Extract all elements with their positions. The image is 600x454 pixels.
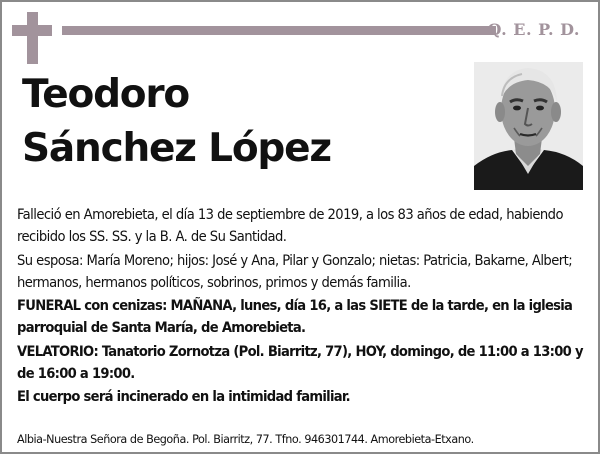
header-band — [62, 26, 496, 35]
obituary-text — [17, 204, 589, 410]
cross-icon — [27, 12, 38, 64]
deceased-name — [22, 68, 331, 176]
cremation-note: El cuerpo será incinerado en la intimidad familiar. — [17, 388, 350, 405]
qepd-label: Q. E. P. D. — [487, 20, 580, 39]
funeral-home-footer: Albia-Nuestra Señora de Begoña. Pol. Biarritz, 77. Tfno. 946301744. Amorebieta-Etxano. — [17, 433, 474, 446]
surnames: Sánchez López — [22, 126, 331, 171]
portrait-illustration — [474, 62, 583, 190]
first-name: Teodoro — [22, 72, 190, 117]
cross-icon-bar — [12, 25, 52, 36]
family-members: Su esposa: María Moreno; hijos: José y Ana, Pilar y Gonzalo; nietas: Patricia, Bakarne, Albert; hermanos, hermanos políticos, sobrinos, primos y demás familia. — [17, 251, 573, 291]
death-notice: Falleció en Amorebieta, el día 13 de septiembre de 2019, a los 83 años de edad, habiendo recibido los SS. SS. y la B. A. de Su Santidad. — [17, 206, 563, 245]
deceased-photo — [474, 62, 583, 190]
funeral-details: FUNERAL con cenizas: MAÑANA, lunes, día 16, a las SIETE de la tarde, en la iglesia parroquial de Santa María, de Amorebieta. — [17, 297, 573, 336]
wake-details: VELATORIO: Tanatorio Zornotza (Pol. Biarritz, 77), HOY, domingo, de 11:00 a 13:00 y de 16:00 a 19:00. — [17, 342, 583, 382]
